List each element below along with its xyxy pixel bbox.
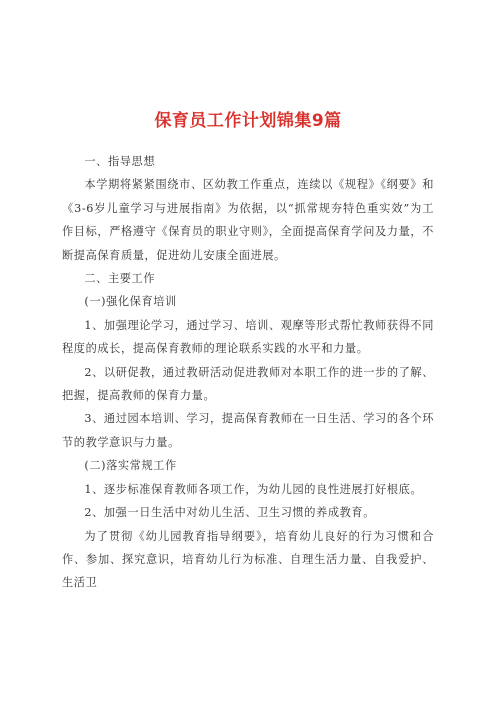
heading-guiding-ideology: 一、指导思想 [84, 155, 156, 168]
paragraph-routine-2: 2、加强一日生活中对幼儿生活、卫生习惯的养成教育。 [84, 506, 376, 520]
paragraph-item-1: 1、加强理论学习，通过学习、培训、观摩等形式帮忙教师获得不同程度的成长，提高保育教师的理论联系实践的水平和力量。 [62, 318, 434, 356]
subheading-routine: (二)落实常规工作 [84, 459, 177, 473]
paragraph-item-2: 2、以研促教，通过教研活动促进教师对本职工作的进一步的了解、把握，提高教师的保育力量。 [62, 365, 434, 403]
subheading-training: (一)强化保育培训 [84, 295, 177, 309]
heading-main-work: 二、主要工作 [84, 272, 156, 286]
document-title: 保育员工作计划锦集9篇 [154, 111, 342, 131]
paragraph-closing: 为了贯彻《幼儿园教育指导纲要》，培育幼儿良好的行为习惯和合作、参加、探究意识，培育幼儿行为标准、自理生活力量、自我爱护、生活卫 [62, 529, 434, 590]
paragraph-intro: 本学期将紧紧围绕市、区幼教工作重点，连续以《规程》《纲要》和《3-6岁儿童学习与进展指南》为依据，以“抓常规夯特色重实效”为工作目标，严格遵守《保育员的职业守则》，全面提高保育学问及力量，不断提高保育质量，促进幼儿安康全面进展。 [62, 178, 434, 262]
paragraph-item-3: 3、通过园本培训、学习，提高保育教师在一日生活、学习的各个环节的教学意识与力量。 [62, 412, 434, 449]
document-body [62, 150, 434, 595]
paragraph-routine-1: 1、逐步标准保育教师各项工作，为幼儿园的良性进展打好根底。 [84, 482, 423, 496]
